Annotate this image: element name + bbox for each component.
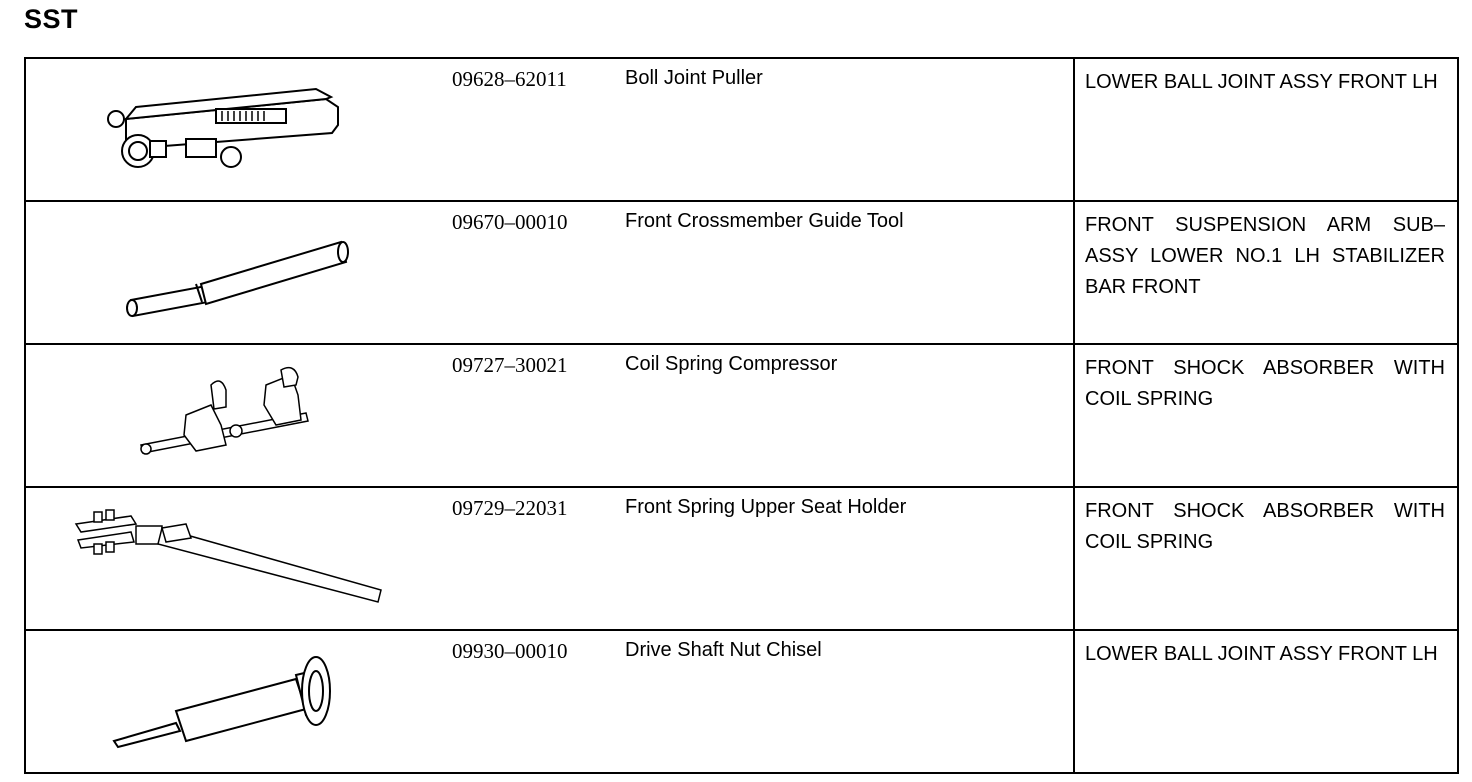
part-number: 09727–30021 xyxy=(452,353,568,377)
used-for-cell: FRONT SHOCK ABSORBER WITH COIL SPRING xyxy=(1074,344,1458,487)
guide-tool-illustration xyxy=(26,202,446,343)
part-number: 09930–00010 xyxy=(452,639,568,663)
sst-table xyxy=(24,57,1459,774)
ball-joint-puller-illustration xyxy=(26,59,446,200)
upper-seat-holder-illustration xyxy=(26,488,446,629)
table-row xyxy=(25,487,1458,630)
part-number: 09729–22031 xyxy=(452,496,568,520)
part-number: 09628–62011 xyxy=(452,67,567,91)
part-number: 09670–00010 xyxy=(452,210,568,234)
tool-name: Drive Shaft Nut Chisel xyxy=(625,639,822,661)
tool-cell xyxy=(25,201,1074,344)
table-row xyxy=(25,58,1458,201)
tool-cell xyxy=(25,630,1074,773)
used-for-cell: LOWER BALL JOINT ASSY FRONT LH xyxy=(1074,630,1458,773)
tool-cell xyxy=(25,487,1074,630)
tool-name: Coil Spring Compressor xyxy=(625,353,838,375)
page-title: SST xyxy=(24,4,79,34)
used-for-cell: FRONT SHOCK ABSORBER WITH COIL SPRING xyxy=(1074,487,1458,630)
table-row xyxy=(25,201,1458,344)
used-for-cell: LOWER BALL JOINT ASSY FRONT LH xyxy=(1074,58,1458,201)
used-for-cell: FRONT SUSPENSION ARM SUB–ASSY LOWER NO.1 LH STABILIZER BAR FRONT xyxy=(1074,201,1458,344)
tool-name: Front Crossmember Guide Tool xyxy=(625,210,904,232)
tool-name: Front Spring Upper Seat Holder xyxy=(625,496,907,518)
tool-name: Boll Joint Puller xyxy=(625,67,763,89)
coil-spring-compressor-illustration xyxy=(26,345,446,486)
table-row xyxy=(25,344,1458,487)
table-row xyxy=(25,630,1458,773)
nut-chisel-illustration xyxy=(26,631,446,772)
tool-cell xyxy=(25,344,1074,487)
tool-cell xyxy=(25,58,1074,201)
